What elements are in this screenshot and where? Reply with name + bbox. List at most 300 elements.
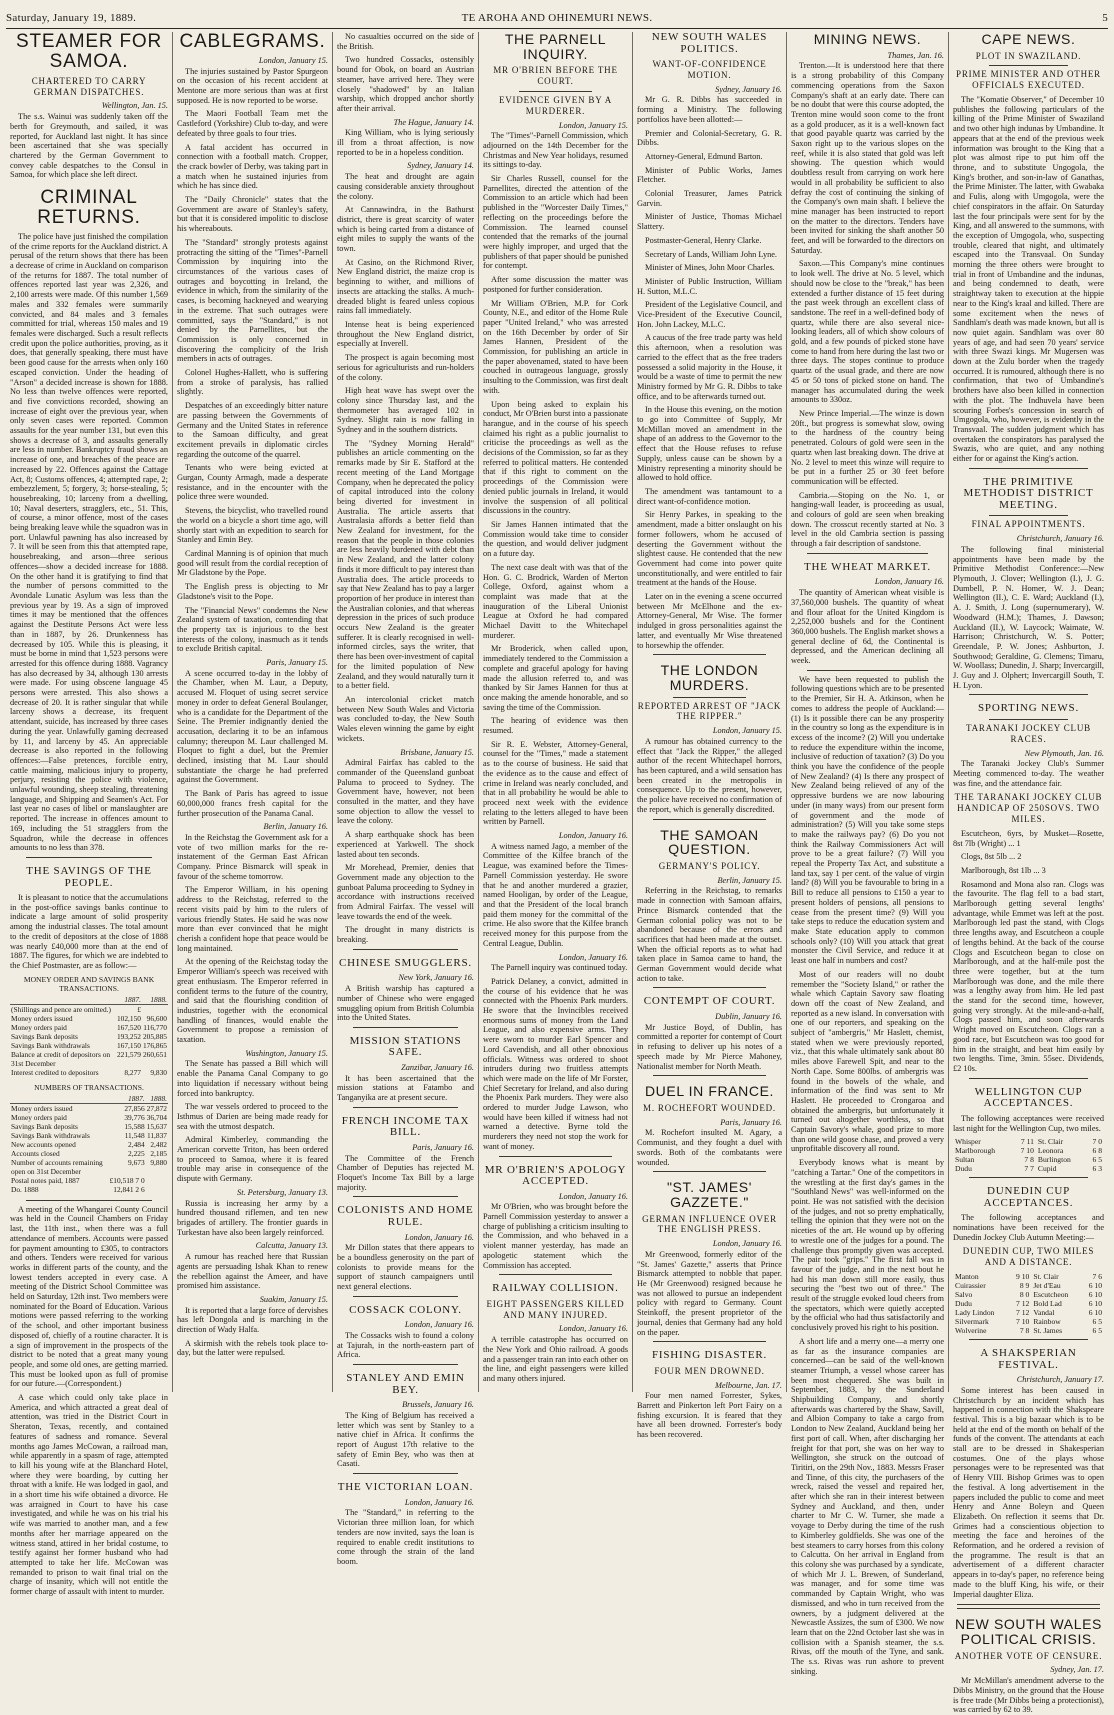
acceptance-row bbox=[953, 1326, 1104, 1335]
article-paragraph: Intense heat is being experienced throughout the New England district, especially at Inverell. bbox=[337, 319, 474, 349]
dateline: Brisbane, January 15 . bbox=[337, 748, 474, 758]
dateline: Brussels, January 16 . bbox=[337, 1400, 474, 1410]
article-paragraph: The following acceptances were received last night for the Wellington Cup, two miles. bbox=[953, 1113, 1104, 1133]
article-paragraph: A sharp earthquake shock has been experienced at Yarkwell. The shock lasted about ten seconds. bbox=[337, 830, 474, 859]
table-cell: New accounts opened bbox=[11, 1139, 76, 1149]
article-paragraph: The s.s. Wainui was suddenly taken off the berth for Greymouth, and sailed, it was reported, for Auckland last night. It has since been ascertained that she was specially chartered by the German Government to convey cable despatches to the Consul in Samoa, for which place she left direct. bbox=[10, 112, 168, 180]
page-number: 5 bbox=[1102, 12, 1108, 24]
divider-rule bbox=[653, 819, 766, 820]
article-paragraph: The drought in many districts is breaking. bbox=[337, 925, 474, 945]
table-cell: Savings Bank withdrawals bbox=[11, 1040, 90, 1050]
article-paragraph: The Parnell inquiry was continued today. bbox=[491, 963, 628, 973]
dateline: London, January 15 . bbox=[637, 726, 782, 736]
table-row bbox=[10, 1050, 168, 1068]
table-cell: Postal notes paid, 1887 bbox=[11, 1175, 80, 1185]
column-7 bbox=[948, 31, 1108, 1715]
weight-cell: 7 12 bbox=[1016, 1299, 1030, 1308]
article-paragraph: A case which could only take place in America, and which attracted a great deal of attention, was tried in the District Court in Sheraton, Texas, recently, and contained features of sadness and romance. Several months ago James McCowan, a railroad man, while apparently in a spasm of rage, attempted to kill his young wife at the Blanchard Hotel, where they were boarding, by cutting her throat with a knife. He was lodged in gaol, and in a short time his wife obtained a divorce. He was arraigned in Court to have his case investigated, and while he was on his trial his wife was married to another man, and a few months after her marriage appeared on the witness stand, attired in her bridal costume, to testify against her former husband who had attempted to take her life. McCowan was remanded to prison to wait final trial on the charge of insanity, which will not entitle the former charge of assault with intent to murder. bbox=[10, 1393, 168, 1597]
section-heading: CAPE NEWS. bbox=[981, 31, 1076, 47]
article-paragraph: Sir R. E. Webster, Attorney-General, counsel for the "Times," made a statement as to the course of business. He said that the evidence as to the cause and effect of crime in Ireland was nearly concluded, and that in all probability he would be able to proceed next week with the evidence relating to the letters alleged to have been written by Parnell. bbox=[483, 739, 628, 827]
table-cell: 9,673 bbox=[128, 1157, 145, 1167]
divider-rule bbox=[653, 1075, 766, 1076]
article-paragraph: The Senate has passed a Bill which will enable the Panama Canal Company to go into liquidation if necessary without being forced into bankruptcy. bbox=[177, 1059, 328, 1098]
dateline: London, January 16 . bbox=[483, 1192, 628, 1202]
article-paragraph: The Taranaki Jockey Club's Summer Meeting commenced to-day. The weather was fine, and the attendance fair. bbox=[953, 759, 1104, 788]
dateline: London, January 16 . bbox=[483, 953, 628, 963]
horse-name-cell: Cuirassier bbox=[955, 1281, 986, 1290]
table-row bbox=[10, 1041, 168, 1050]
article-paragraph: M. Rochefort insulted M. Agary, a Communist, and they fought a duel with swords. Both of the combatants were wounded. bbox=[637, 1128, 782, 1167]
article-paragraph: We have been requested to publish the following questions which are to be presented to the Premier, Sir H. A. Atkinson, when he comes to address the people of Auckland:—(1) Is it possible there can be any prosperity in the country so long as the expenditure is in excess of the income? (2) Will you undertake to reduce the expenditure within the income, inclusive of reduction of taxation? (3) Do you think you have the confidence of the people of New Zealand? (4) Is there any prospect of New Zealand being relieved of any of the oppressive burdens we are now labouring under (in many ways) from our present form of government and the mode of administration? (5) Will you take some steps to make the railways pay? (6) Do you not think the Railway Commissioners Act will prove to be a great failure? (7) Will you repeal the Property Tax Act, and substitute a land tax, say 1 per cent. of the value of virgin land? (8) Will you be favourable to bring in a Bill to reduce all pensions to £150 a year to present holders of pensions, all pensions to cease from the present time? (9) Will you take steps to reduce the education system and make State education apply to common schools only? (10) Will you attack that great monster the Civil Service, and reduce it at least one half in numbers and cost? bbox=[791, 674, 944, 966]
article-paragraph: Mr G. R. Dibbs has succeeded in forming a Ministry. The following portfolios have been allotted:— bbox=[637, 95, 782, 124]
horse-name-cell: St. Clair bbox=[1037, 1137, 1064, 1147]
divider-rule bbox=[807, 553, 928, 554]
table-header-cell bbox=[10, 1094, 109, 1104]
article-paragraph: Premier and Colonial-Secretary, G. R. Dibbs. bbox=[637, 128, 782, 148]
dateline: Berlin, January 16 . bbox=[177, 822, 328, 832]
column-5 bbox=[632, 31, 786, 1440]
article-paragraph: President of the Legislative Council, and Vice-President of the Executive Council, Hon. John Lackey, M.L.C. bbox=[637, 300, 782, 329]
article-paragraph: Minister of Public Instruction, William H. Sutton, M.L.C. bbox=[637, 276, 782, 296]
dateline: Christchurch, January 16 . bbox=[953, 534, 1104, 544]
statistics-table bbox=[10, 995, 168, 1077]
horse-name-cell: Manton bbox=[955, 1272, 979, 1281]
article-paragraph: Secretary of Lands, William John Lyne. bbox=[645, 249, 778, 259]
table-row bbox=[10, 1149, 168, 1158]
divider-rule bbox=[653, 987, 766, 988]
horse-name-cell: Rainbow bbox=[1033, 1317, 1061, 1326]
column-6 bbox=[786, 31, 948, 1676]
section-subheading: EIGHT PASSENGERS KILLED AND MANY INJURED. bbox=[486, 1298, 625, 1320]
section-heading: DUEL IN FRANCE. bbox=[644, 1083, 775, 1100]
table-cell: Accounts closed bbox=[11, 1148, 60, 1158]
article-paragraph: A skirmish with the rebels took place to-day, but the latter were repulsed. bbox=[177, 1338, 328, 1358]
table-row bbox=[10, 1185, 168, 1194]
table-title: NUMBERS OF TRANSACTIONS. bbox=[34, 1082, 144, 1092]
acceptance-row bbox=[953, 1317, 1104, 1326]
section-heading: DUNEDIN CUP ACCEPTANCES. bbox=[983, 1185, 1074, 1209]
dateline: London, January 16 . bbox=[337, 1498, 474, 1508]
horse-name-cell: Burlington bbox=[1037, 1155, 1071, 1165]
table-cell: 176,865 bbox=[142, 1040, 167, 1050]
acceptances-table bbox=[953, 1137, 1104, 1173]
article-paragraph: Sir James Hannen intimated that the Commission would take time to consider the question, and would deliver judgment on a future day. bbox=[483, 519, 628, 559]
table-row bbox=[10, 1103, 168, 1113]
table-cell: Interest credited to depositors bbox=[11, 1067, 99, 1077]
section-heading: THE WHEAT MARKET. bbox=[804, 560, 931, 573]
table-cell: 9,830 bbox=[150, 1067, 167, 1077]
article-paragraph: The war vessels ordered to proceed to the Isthmus of Darien are being made ready for sea with the utmost despatch. bbox=[177, 1102, 328, 1131]
weight-cell: 7 6 bbox=[1092, 1272, 1102, 1281]
dateline: Sydney, Jan. 17 . bbox=[953, 1665, 1104, 1675]
divider-rule bbox=[353, 1196, 458, 1197]
table-cell: 12,841 2 6 bbox=[113, 1184, 145, 1194]
divider-rule bbox=[969, 1177, 1088, 1178]
dateline: Paris, January 16 . bbox=[337, 1143, 474, 1153]
article-paragraph: A meeting of the Whangarei County Council was held in the Council Chambers on Friday last, the 11th inst., when there was a full attendance of members. Accounts were passed for payment amounting to £305, to contractors and others. Tenders were received for various works in different parts of the county, and the lowest tenders accepted in every case. A meeting of the District School Committee was held on Saturday, 12th inst. Two members were nominated for the Board of Education. Various motions were passed referring to the working of the school, and other important business disposed of, chiefly of a routine character. It is a sign of improvement in the prospects of the district to be noted that a great many young people, and some old ones, are getting married. This must be looked upon as full of promise for our future.—(Correspondent.) bbox=[10, 1204, 168, 1389]
dateline: London, January 16 . bbox=[337, 1320, 474, 1330]
article-paragraph: Everybody knows what is meant by "catching a Tartar." One of the competitors in the wrestling at the first day's games in the "Southland News" was well-informed on the point. He was not satisfied with the decision of the judges, and not so pretty emphatically, telling the opinion that they were not on the niceties of the art. He wound up by offering to wrestle one of the judges for a pound. The challenge thus promptly given was accepted. The pair took "grips." The first fall was in favour of the judge, and in the next bout he had his man down still more easily, thus securing the "best two out of three." The result of the struggle evoked loud cheers from the spectators, which were quietly accepted by the official who had thus satisfactorily and conclusively proved his right to his position. bbox=[791, 1158, 944, 1333]
article-paragraph: Minister of Justice, Thomas Michael Slattery. bbox=[637, 212, 782, 232]
section-heading: THE PRIMITIVE METHODIST DISTRICT MEETING. bbox=[963, 475, 1094, 511]
article-paragraph: Two hundred Cossacks, ostensibly bound for Obok, on board an Austrian steamer, have arrived here. They were closely "shadowed" by an Italian warship, which dropped anchor shortly after their arrival. bbox=[337, 55, 474, 113]
table-cell: 9,880 bbox=[150, 1157, 167, 1167]
article-paragraph: The Bank of Paris has agreed to issue 60,000,000 francs fresh capital for the further prosecution of the Panama Canal. bbox=[177, 789, 328, 818]
table-cell: Savings Bank deposits bbox=[11, 1031, 78, 1041]
column-3 bbox=[332, 32, 478, 1566]
article-paragraph: Some interest has been caused in Christchurch by an incident which has happened in connection with the Shakspeare festival. This is a big bazaar which is to be held at the end of the month on behalf of the funds of the convent. The attendants at each stall are to be dressed in Shakesperian costumes. One of the plays whose personages were to be represented was that of Henry VIII. Bishop Grimes was to open the festival. A long advertisement in the papers included the public to come and meet Henry and Anne Boleyn and Queen Elizabeth. On reflection it seems that Dr. Grimes had a conscientious objection to meeting the face and heroines of the Reformation, and he ordered a revision of the programme. The result is that an advertisement of a different character appears in to-day's paper, no reference being made to the bluff King, his wife, or their Imperial daughter Eliza. bbox=[953, 1385, 1104, 1599]
divider-rule bbox=[969, 468, 1088, 469]
table-cell: 11,548 bbox=[124, 1130, 145, 1140]
weight-cell: 7 11 bbox=[1020, 1137, 1034, 1147]
section-heading: THE VICTORIAN LOAN. bbox=[337, 1481, 474, 1494]
article-paragraph: The "Times"-Parnell Commission, which adjourned on the 14th December for the Christmas and New Year holidays, resumed its sittings to-day. bbox=[483, 131, 628, 170]
table-row bbox=[10, 1032, 168, 1041]
article-paragraph: Rosamond and Mona also ran. Clogs was the favourite. The flag fell to a bad start, Marlborough getting several lengths' advantage, while Emmet was left at the post. Marlborough led past the stand, with Clogs three lengths away, and Escutcheon a couple of lengths behind. At the back of the course Clogs and Escutcheon began to close on Marlborough, and at the half-mile post the three were together, but at the turn Marlborough was done, and the mile there was a lengthy away from him. He led past the stand for the second time, however, going very strongly. At the mile-and-a-half, Clogs passed him, and soon afterwards Wright moved on Escutcheon. Clogs ran a good race, but Escutcheon was too good for him in the straight, and beat him easily by two lengths. Time, 3min. 55sec. Dividends, £2 10s. bbox=[953, 879, 1104, 1073]
table-cell: 8,277 bbox=[124, 1067, 141, 1077]
article-paragraph: Minister of Mines, John Moor Charles. bbox=[645, 263, 775, 273]
article-paragraph: The quantity of American wheat visible is 37,560,000 bushels. The quantity of wheat and flour afloat for the United Kingdom is 2,252,000 bushels and for the Continent 360,000 bushels. The English market shows a general decline of 6d, the Continental is depressed, and the American declining all week. bbox=[791, 588, 944, 666]
article-paragraph: Most of our readers will no doubt remember the "Society Island," or rather the whale which Captain Savory saw floating down off the coast of New Zealand, and reported as a new island. In conversation with one of our reporters, and speaking on the subject of "ambergris," Mr Haslett, chemist, stated when we were previously reported, viz., that this whale ultimately sank about 80 miles above Farewell Spit, and near to the North Cape. Some 800lbs. of ambergris was found in the bowels of the whale, and information of the find was sent to Mr Haslett. He proceeded to Crongaroa and obtained the ambergris, but unfortunately it turned out altogether worthless, so that Captain Savory's whale, good prize to more than one wild goose chase, and proved a very unprofitable discovery all round. bbox=[791, 969, 944, 1154]
section-subheading: REPORTED ARREST OF "JACK THE RIPPER." bbox=[637, 700, 782, 722]
table-header-cell: 1887. bbox=[116, 995, 142, 1005]
dateline: London, January 15 . bbox=[177, 56, 328, 66]
section-subheading: FOUR MEN DROWNED. bbox=[654, 1365, 765, 1376]
article-paragraph: Later on in the evening a scene occurred between Mr McElhone and the ex-Attorney-General, Mr Wise. The former indulged in gross personalities against the latter, and eventually Mr Wise threatened to horsewhip the offender. bbox=[637, 592, 782, 650]
weight-cell: 6 10 bbox=[1088, 1299, 1102, 1308]
section-heading: WELLINGTON CUP ACCEPTANCES. bbox=[974, 1085, 1083, 1110]
table-cell: Money orders paid bbox=[11, 1112, 67, 1122]
table-cell: 2,484 bbox=[128, 1139, 145, 1149]
section-heading: CRIMINAL RETURNS. bbox=[37, 187, 141, 229]
horse-name-cell: Salvo bbox=[955, 1290, 973, 1299]
weight-cell: 7 0 bbox=[1092, 1137, 1102, 1147]
table-cell bbox=[142, 1004, 168, 1014]
weight-cell: 7 8 bbox=[1024, 1155, 1034, 1165]
acceptance-row bbox=[953, 1155, 1104, 1164]
divider-rule bbox=[969, 1339, 1088, 1340]
horse-name-cell: St. Clair bbox=[1033, 1272, 1059, 1281]
section-subheading: EVIDENCE GIVEN BY A MURDERER. bbox=[498, 94, 613, 116]
article-paragraph: A British warship has captured a number of Chinese who were engaged smuggling opium from British Columbia into the United States. bbox=[337, 984, 474, 1023]
table-row bbox=[10, 1014, 168, 1023]
horse-name-cell: Leonora bbox=[1037, 1146, 1064, 1156]
divider-rule bbox=[673, 697, 746, 698]
weight-cell: 6 10 bbox=[1088, 1308, 1102, 1317]
dateline: The Hague, January 14 . bbox=[337, 118, 474, 128]
article-paragraph: Minister of Public Works, James Fletcher. bbox=[637, 165, 782, 185]
masthead-date: Saturday, January 19, 1889. bbox=[6, 12, 137, 24]
article-paragraph: Mr Greenwood, formerly editor of the "St. James' Gazette," asserts that Prince Bismarck attempted to nobble that paper. He (Mr Greenwood) resigned because he was not allowed to pursue an independent policy with regard to Germany. Count Steinkoff, the present proprietor of the journal, denies that Germany had any hold on the paper. bbox=[637, 1249, 782, 1337]
dateline: Washington, January 15 . bbox=[177, 1049, 328, 1059]
article-paragraph: At Casino, on the Richmond River, New England district, the maize crop is beginning to wither, and millions of insects are attacking the stalks. A much-dreaded blight is feared unless copious rains fall immediately. bbox=[337, 257, 474, 316]
table-header-cell bbox=[10, 995, 116, 1005]
article-paragraph: Stevens, the bicyclist, who travelled round the world on a bicycle a short time ago, will shortly start with an expedition to search for Stanley and Emin Bey. bbox=[177, 506, 328, 545]
divider-rule bbox=[353, 1473, 458, 1474]
dateline: New Plymouth, Jan. 16 . bbox=[953, 749, 1104, 759]
table-cell: 11,837 bbox=[146, 1130, 167, 1140]
weight-cell: 6 10 bbox=[1088, 1290, 1102, 1299]
section-heading: CABLEGRAMS. bbox=[179, 31, 326, 52]
column-4 bbox=[478, 32, 632, 1392]
section-heading: "ST. JAMES' GAZZETE." bbox=[666, 1179, 753, 1210]
section-heading: MR O'BRIEN'S APOLOGY ACCEPTED. bbox=[484, 1163, 627, 1188]
table-cell: 193,252 bbox=[116, 1031, 141, 1041]
article-paragraph: Postmaster-General, Henry Clarke. bbox=[645, 235, 762, 245]
divider-rule bbox=[353, 1107, 458, 1108]
divider-rule bbox=[653, 1171, 766, 1172]
article-paragraph: The amendment was tantamount to a direct want-of-confidence motion. bbox=[637, 487, 782, 506]
horse-name-cell: Whisper bbox=[955, 1137, 981, 1147]
article-paragraph: An intercolonial cricket match between New South Wales and Victoria was concluded to-day, the New South Wales eleven winning the game by eight wickets. bbox=[337, 695, 474, 743]
horse-name-cell: St. James bbox=[1033, 1326, 1063, 1335]
column-2 bbox=[172, 32, 332, 1392]
article-paragraph: The Maori Football Team met the Castleford (Yorkshire) Club to-day, and were defeated by three goals to four tries. bbox=[177, 109, 328, 138]
article-paragraph: The next case dealt with was that of the Hon. G. C. Brodrick, Warden of Merton College, Oxford, against whom a complaint was made that at the inauguration of the Liberal Unionist League at Oxford he had compared Michael Davitt to the Whitechapel murderer. bbox=[483, 562, 628, 640]
section-heading: THE SAMOAN QUESTION. bbox=[660, 826, 759, 858]
horse-name-cell: Wolverine bbox=[955, 1326, 987, 1335]
weight-cell: 7 10 bbox=[1020, 1146, 1034, 1156]
dateline: Wellington, Jan. 15 . bbox=[10, 101, 168, 111]
table-cell: 167,520 bbox=[116, 1022, 141, 1032]
weight-cell: 6 3 bbox=[1092, 1164, 1102, 1174]
table-cell: 36,704 bbox=[146, 1112, 167, 1122]
table-cell: 102,150 bbox=[116, 1013, 141, 1023]
article-paragraph: Mr Justice Boyd, of Dublin, has committed a reporter for contempt of Court in refusing to deliver up his notes of a speech made by Mr Pierce Mahoney, Nationalist member for North Meath. bbox=[637, 1022, 782, 1071]
table-row bbox=[10, 1113, 168, 1122]
dateline: London, January 15 . bbox=[483, 121, 628, 131]
article-paragraph: Marlborough, 8st 1lb ... 3 bbox=[961, 865, 1046, 875]
divider-rule bbox=[807, 670, 928, 671]
dateline: Christchurch, January 17 . bbox=[953, 1375, 1104, 1385]
horse-name-cell: Lady Lindon bbox=[955, 1308, 995, 1317]
weight-cell: 8 9 bbox=[1019, 1281, 1030, 1290]
horse-name-cell: Jet d'Eau bbox=[1033, 1281, 1061, 1290]
section-subheading: PLOT IN SWAZILAND. bbox=[975, 50, 1082, 61]
dateline: Zanzibar, January 16 . bbox=[337, 1063, 474, 1073]
table-cell: £10,518 7 0 bbox=[109, 1175, 145, 1185]
table-cell: 15,637 bbox=[146, 1121, 167, 1131]
article-paragraph: A terrible catastrophe has occurred on the New York and Ohio railroad. A goods and a passenger train ran into each other on the line, and eight passengers were killed and many others injured. bbox=[483, 1335, 628, 1383]
table-row bbox=[10, 1176, 168, 1185]
article-paragraph: The English press is objecting to Mr Gladstone's visit to the Pope. bbox=[177, 582, 328, 601]
article-paragraph: Mr William O'Brien, M.P. for Cork County, N.E., and editor of the Home Rule paper "United Ireland," who was arrested on the 16th December by order of Sir James Hannen, President of the Commission, for publishing an article in the paper abovenamed, stated to have been couched in outrageous language, grossly insulting to the Commission, was first dealt with. bbox=[483, 298, 628, 395]
section-heading: COSSACK COLONY. bbox=[349, 1303, 462, 1316]
table-cell: 2,185 bbox=[150, 1148, 167, 1158]
article-paragraph: Mr Dillon states that there appears to be a boundless generosity on the part of colonists to provide means for the support of staunch campaigners until next general elections. bbox=[337, 1243, 474, 1292]
divider-rule bbox=[26, 857, 152, 858]
table-header-row bbox=[10, 1094, 168, 1104]
article-paragraph: Mr Broderick, when called upon, immediately tendered to the Commission a complete and graceful apology for having made the allusion referred to, and was thanked by Sir James Hannen for thus at once making the amende honorable, and so saving the time of the Commission. bbox=[483, 644, 628, 712]
acceptance-row bbox=[953, 1299, 1104, 1308]
section-subheading: DUNEDIN CUP, TWO MILES AND A DISTANCE. bbox=[962, 1246, 1095, 1268]
section-heading: CONTEMPT OF COURT. bbox=[643, 995, 776, 1008]
table-cell: Money orders paid bbox=[11, 1022, 67, 1032]
article-paragraph: Russia is increasing her army by a hundred thousand riflemen, and ten new brigades of artillery. The frontier guards in Turkestan have also been largely reinforced. bbox=[177, 1198, 328, 1237]
dateline: Suakim, January 15 . bbox=[177, 1295, 328, 1305]
dateline: London, January 16 . bbox=[337, 1233, 474, 1243]
weight-cell: 6 5 bbox=[1092, 1155, 1102, 1165]
horse-name-cell: Dudu bbox=[955, 1299, 972, 1308]
table-cell: 2,225 bbox=[128, 1148, 145, 1158]
article-paragraph: Saxon.—This Company's mine continues to look well. The drive at No. 5 level, which should now be close to the "break," has been extended a further distance of 15 feet during the past week through an excellent class of sandstone. The reef in a well-defined body of quartz, while there are also several nice-looking leaders, all of which show colours of gold, and a few pounds of picked stone have come to hand from here during the last two or three days. The stopes continue to produce quartz of the usual grade, and there are now 45 or 50 tons of picked stone on hand. The manager has accumulated during the week amounts to 330oz. bbox=[791, 259, 944, 405]
section-heading: MISSION STATIONS SAFE. bbox=[349, 1034, 462, 1059]
section-heading: THE SAVINGS OF THE PEOPLE. bbox=[26, 864, 152, 889]
article-paragraph: It has been ascertained that the mission stations at Fatambo and Tanganyika are at present secure. bbox=[337, 1073, 474, 1103]
article-paragraph: It is reported that a large force of dervishes has left Dongola and is marching in the direction of Wady Halfa. bbox=[177, 1305, 328, 1335]
table-cell: (Shillings and pence are omitted.) bbox=[11, 1004, 111, 1014]
horse-name-cell: Escutcheon bbox=[1033, 1290, 1069, 1299]
weight-cell: 6 5 bbox=[1092, 1317, 1102, 1326]
acceptance-row bbox=[953, 1164, 1104, 1173]
acceptances-table bbox=[953, 1272, 1104, 1335]
table-row bbox=[10, 1158, 168, 1176]
table-cell: 167,150 bbox=[116, 1040, 141, 1050]
dateline: St. Petersburg, January 13 . bbox=[177, 1188, 328, 1198]
table-cell bbox=[146, 1176, 168, 1185]
section-heading: MINING NEWS. bbox=[813, 31, 922, 47]
table-cell: 27,872 bbox=[146, 1103, 167, 1113]
horse-name-cell: Silvermark bbox=[955, 1317, 989, 1326]
article-paragraph: Admiral Kimberley, commanding the American corvette Triton, has been ordered to proceed to Samoa, where it is feared trouble may arise in consequence of the dispute with Germany. bbox=[177, 1135, 328, 1184]
acceptance-row bbox=[953, 1281, 1104, 1290]
divider-rule bbox=[519, 91, 592, 92]
section-subheading: ANOTHER VOTE OF CENSURE. bbox=[954, 1650, 1103, 1661]
article-paragraph: The following acceptances and nominations have been received for the Dunedin Jockey Club Autumn Meeting:— bbox=[953, 1213, 1104, 1242]
article-paragraph: The Cossacks wish to found a colony at Tajurah, in the north-eastern part of Africa. bbox=[337, 1331, 474, 1360]
section-heading: SPORTING NEWS. bbox=[978, 702, 1079, 715]
section-heading: A SHAKSPERIAN FESTIVAL. bbox=[980, 1347, 1077, 1371]
article-paragraph: The "Financial News" condemns the New Zealand system of taxation, contending that the property tax is injurious to the best interests of the colony, inasmuch as it tends to exclude British capital. bbox=[177, 605, 328, 654]
weight-cell: 6 8 bbox=[1092, 1146, 1102, 1156]
table-header-row bbox=[10, 995, 168, 1005]
article-paragraph: Attorney-General, Edmund Barton. bbox=[645, 151, 763, 161]
weight-cell: 7 12 bbox=[1016, 1308, 1030, 1317]
weight-cell: 9 10 bbox=[1016, 1272, 1030, 1281]
section-heading: RAILWAY COLLISION. bbox=[492, 1282, 619, 1295]
table-cell: 27,856 bbox=[124, 1103, 145, 1113]
section-heading: FRENCH INCOME TAX BILL. bbox=[341, 1114, 470, 1139]
divider-rule bbox=[653, 1341, 766, 1342]
dateline: Berlin, January 15 . bbox=[637, 876, 782, 886]
article-paragraph: A short life and a merry one—a merry one as far as the insurance companies are concerned—can be said of the well-known steamer Triumph, a vessel whose career has been most chequered. She was built in September, 1883, by the Sunderland Shipbuilding Company, and shortly afterwards was chartered by the Shaw, Savill, and Albion Company to take a cargo from London to New Zealand, Auckland being her first port of call. When, after discharging her freight for that port, she was on her way to Wellington, she struck on the outcoad of Tiritiri, on the 29th Nov., 1883. Messrs Fraser and Tinne, of this city, the purchasers of the wreck, raised the vessel and repaired her, after which she ran in their interest between Sydney and Auckland, and then, under charter to Mr C. W. Turner, she made a voyage to Derby during the time of the rush to Kimberley goldfields. She was one of the best steamers to carry horses from this colony to Calcutta. On her arrival in England from this colony she was purchased by a syndicate, of which Mr J. L. Brewen, of Sunderland, was manager, and for some time was commanded by Captain Wright, who was dismissed, and who in turn received from the owners, by a judgment delivered at the Newcastle Assizes, the sum of £300. We now learn that on the 22nd October last she was in collision with a Spanish steamer, the s.s. Rivas, off the mouth of the Tyne, and sank. The s.s. Rivas was run ashore to prevent sinking. bbox=[791, 1336, 944, 1676]
table-row bbox=[10, 1122, 168, 1131]
article-paragraph: The Emperor William, in his opening address to the Reichstag, referred to the recent visits paid by him to the rulers of various friendly States. He said he was now more than ever convinced that he might cherish a confident hope that peace would be long maintained. bbox=[177, 885, 328, 953]
article-paragraph: Colonel Hughes-Hallett, who is suffering from a stroke of paralysis, has rallied slightly. bbox=[177, 368, 328, 397]
acceptance-row bbox=[953, 1137, 1104, 1146]
article-paragraph: Referring in the Reichstag, to remarks made in connection with Samoan affairs, Prince Bismarck contended that the German colonial policy was not to be abandoned because of the errors and sacrifices that had been made at the outset. When the official reports as to what had taken place in Samoa came to hand, the German Government would decide what action to take. bbox=[637, 886, 782, 983]
section-subheading: GERMAN INFLUENCE OVER THE ENGLISH PRESS. bbox=[642, 1213, 777, 1235]
table-row bbox=[10, 1023, 168, 1032]
article-paragraph: Clogs, 8st 5lb ... 2 bbox=[961, 852, 1022, 862]
article-paragraph: High heat wave has swept over the colony since Thursday last, and the thermometer has averaged 102 in Sydney. Slight rain is now falling in Sydney and in the southern districts. bbox=[337, 386, 474, 435]
article-paragraph: Sir Charles Russell, counsel for the Parnellites, directed the attention of the Commission to an article which had been published in the "Worcester Daily Times," reflecting on the proceedings before the Commission. The learned counsel contended that the remarks of the journal were highly improper, and urged that the publishers of that paper should be punished for contempt. bbox=[483, 174, 628, 271]
table-header-cell: 1888. bbox=[142, 995, 168, 1005]
table-cell: 39,776 bbox=[124, 1112, 145, 1122]
table-cell: 96,600 bbox=[146, 1013, 167, 1023]
article-paragraph: Patrick Delaney, a convict, admitted in the course of his evidence that he was connected with the Phoenix Park murders. He swore that the Invincibles received enormous sums of money from the Land League, and also expensive arms. They were sworn to murder Earl Spencer and Lord Cavendish, and all other obnoxious officials. Witness was ordered to shoot intruders during two fruitless attempts which were made on the life of Mr Forster, Chief Secretary for Ireland, and also during the Phoenix Park murders. They were also ordered to murder Judge Lawson, who would have been killed if witness had not warned a detective. Byrne told the murderers they need not stop the work for want of money. bbox=[483, 976, 628, 1151]
article-paragraph: The hearing of evidence was then resumed. bbox=[483, 716, 628, 736]
article-paragraph: Cardinal Manning is of opinion that much good will result from the cordial reception of Mr Gladstone by the Pope. bbox=[177, 548, 328, 578]
article-paragraph: Colonial Treasurer, James Patrick Garvin. bbox=[637, 189, 782, 208]
table-header-cell: 1888. bbox=[146, 1094, 168, 1104]
dateline: Paris, January 15 . bbox=[177, 658, 328, 668]
article-paragraph: The following final ministerial appointments have been made by the Primitive Methodist Conference:—New Plymouth, J. Clover; Wellington (I.), J. G. Dumbell, P. N. Homer, W. J. Dean; Wellington (II.), C. E. Ward; Auckland (I.), A. J. Smith, J. Long (supernumerary), W. Woodward (H.M.); Thames, J. Dawson; Auckland (II.), W. Laycock; Waimate, W. Harrison; Christchurch, W. S. Potter; Greendale, P. W. Jones; Ashburton, J. Southwood; Geraldine, G. Clemens; Timaru, W. Woollass; Dunedin, J. Sharp; Invercargill, J. Guy and J. Olphert; Invercargill South, T. H. Lyon. bbox=[953, 544, 1104, 690]
article-paragraph: In the Reichstag the Government ask for a vote of two million marks for the re-instatement of the German East African Company. Prince Bismarck will speak in favour of the scheme tomorrow. bbox=[177, 832, 328, 881]
section-subheading: THE TARANAKI JOCKEY CLUB HANDICAP OF 250SOVS. TWO MILES. bbox=[954, 792, 1103, 825]
article-paragraph: Upon being asked to explain his conduct, Mr O'Brien burst into a passionate harangue, and in the course of his speech claimed his right as a public journalist to criticise the proceedings as well as the decisions of the Commission, so far as they referred to political matters. He contended that if this right to comment on the proceedings of the Commission were denied public journals in Ireland, it would involve the suspension of all political discussions in the country. bbox=[483, 399, 628, 516]
article-paragraph: The police have just finished the compilation of the crime reports for the Auckland district. A perusal of the return shows that there has been a decrease of crime in Auckland on comparison of the returns for 1887. The total number of offences reported last year was 2,326, and 2,100 arrests were made. Of this number 1,569 males and 332 females were summarily convicted, and 84 males and 3 females committed for trial, whereas 150 males and 19 females were discharged. Such a result reflects credit upon the police authorities, proving, as it does, that generally speaking, there must have been good cause for the arrests when only 160 escaped conviction. Under the heading of "Arson" a decided increase is shown for 1888. No less than twelve offences were reported, and five convictions recorded, showing an increase of eight over the previous year, when only seven cases were reported. Common assaults for the year number 131, but even this shows a decrease of 3, and assaults generally are less in number. Bankruptcy fraud shows an increase of one, and breaches of the peace are increased by 22. Offences against the Cattage Act, 8; Customs offences, 4; attempted rape, 2; embezzlement, 5; forgery, 3; horse-stealing, 5; housebreaking, 10; larceny from a dwelling, 10; Naval deserters, stragglers, etc., 51. This, of course, a minor offence, most of the cases being breaking leave while the squadron was in port. Unlawful pawning has also increased by 7. It will be seen from this that attempted rape, housebreaking, and arson—three serious offences—show a decided increase for 1888. On the other hand it is gratifying to find that the number of persons committed to the Avondale Lunatic Asylum was less than the previous year by 19. As a sign of improved times it may be mentioned that the offences against the Destitute Persons Act were less than in 1887, by 26. Drunkenness has decreased by 105. While this is pleasing, it must be borne in mind that 1,523 persons were arrested for this offence during 1888. Vagrancy has also decreased by 34, although 130 arrests were made. For using obscene language 45 persons were arrested. This also shows a decrease of 20. It is rather singular that while larceny shows a decrease, its frequent attendant, suicide, has increased by three cases during the year. Unlawfully gaming decreased by 11, and larceny by 45. An appreciable decrease is also reported in the following offences:—False pretences, forcible entry, cattle maiming, malicious injury to property, perjury, resisting the police with violence, unlawful wounding, sheep stealing, threatening language, and Shipping and Seamen's Act. For last year no cases of libel or manslaughter are reported. The increase in offences amount to 169, including the 51 stragglers from the Squadron, while the decrease in offences amounts to no less than 378. bbox=[10, 231, 168, 853]
dateline: Paris, January 16 . bbox=[637, 1118, 782, 1128]
dateline: Melbourne, Jan. 17 . bbox=[637, 1381, 782, 1391]
section-heading: THE LONDON MURDERS. bbox=[660, 662, 759, 693]
table-cell: Balance at credit of depositors on 31st December bbox=[11, 1049, 111, 1068]
dateline: London, January 16 . bbox=[637, 1239, 782, 1249]
acceptance-row bbox=[953, 1272, 1104, 1281]
section-subheading: M. ROCHEFORT WOUNDED. bbox=[643, 1102, 776, 1113]
article-paragraph: The "Standard," in referring to the Victorian three million loan, for which tenders are now invited, says the loan is required to enable credit institutions to come through the strain of the land boom. bbox=[337, 1508, 474, 1566]
divider-rule bbox=[989, 515, 1068, 516]
article-paragraph: A rumour has reached here that Russian agents are persuading Ishak Khan to renew the rebellion against the Ameer, and have promised him assistance. bbox=[177, 1252, 328, 1291]
table-cell: Savings Bank withdrawals bbox=[11, 1130, 90, 1140]
weight-cell: 8 0 bbox=[1019, 1290, 1030, 1299]
dateline: Calcutta, January 13 . bbox=[177, 1241, 328, 1251]
article-paragraph: A caucus of the free trade party was held this afternoon, when a resolution was carried to the effect that as the free traders possessed a solid majority in the House, it would be a waste of time to permit the new Ministry formed by Mr G. R. Dibbs to take office, and to be afterwards turned out. bbox=[637, 333, 782, 401]
horse-name-cell: Marlborough bbox=[955, 1146, 996, 1156]
article-paragraph: The King of Belgium has received a letter which was sent by Stanley to a native chief in Africa. It confirms the report of August 17th relative to the safety of Emin Bey, who was then at Casati. bbox=[337, 1410, 474, 1469]
table-cell: Number of accounts remaining open on 31st December bbox=[11, 1157, 103, 1176]
article-paragraph: The "Sydney Morning Herald" publishes an article commenting on the remarks made by Sir E. Stafford at the recent meeting of the Land Mortgage Company, when he deprecated the policy of capital introduced into the colony being diverted for investment in Australia. The article asserts that Australasia affords a better field than New Zealand for investment, for the reason that the people in those colonies are less heavily burdened with debt than in New Zealand, and the latter colony finds it more difficult to pay interest than Australia does. The article proceeds to say that New Zealand has to pay a larger proportion of her produce in interest than the Australian colonies, and that whereas depression in the prices of such produce occurs New Zealand is the greater sufferer. It is clearly recognised in well-informed circles, says the writer, that there has been over-investment of capital for the limited population of New Zealand, and they would naturally turn it to a better field. bbox=[337, 438, 474, 691]
section-heading: FISHING DISASTER. bbox=[651, 1349, 768, 1362]
section-subheading: TARANAKI JOCKEY CLUB RACES. bbox=[966, 723, 1091, 744]
section-subheading: PRIME MINISTER AND OTHER OFFICIALS EXECUTED. bbox=[956, 69, 1101, 91]
section-heading: STEAMER FOR SAMOA. bbox=[15, 31, 163, 72]
article-paragraph: Admiral Fairfax has cabled to the commander of the Queensland gunboat Paluma to proceed to Sydney. The Government have, however, not been consulted in the matter, and they have some objection to allow the vessel to leave the colony. bbox=[337, 758, 474, 826]
divider-rule bbox=[653, 654, 766, 655]
article-paragraph: No casualties occurred on the side of the British. bbox=[337, 32, 474, 51]
section-subheading: GERMANY'S POLICY. bbox=[658, 860, 761, 871]
article-paragraph: A witness named Jago, a member of the Committee of the Kilfee branch of the League, was examined before the Times-Parnell Commission yesterday. He swore that he and another murdered a grazier, named Hooligan, by order of the League, and that the President of the local branch paid them money for the committal of the crime. He also swore that the Kilfee branch received money for this purpose from the Central League, Dublin. bbox=[483, 841, 628, 948]
column-1 bbox=[6, 31, 172, 1597]
masthead-title: TE AROHA AND OHINEMURI NEWS. bbox=[461, 12, 653, 24]
divider-rule bbox=[353, 1027, 458, 1028]
table-cell: Money orders issued bbox=[11, 1013, 73, 1023]
dateline: New York, January 16 . bbox=[337, 973, 474, 983]
article-paragraph: The Committee of the French Chamber of Deputies has rejected M. Floquet's Income Tax Bill by a large majority. bbox=[337, 1153, 474, 1192]
article-paragraph: In the House this evening, on the motion to go into Committee of Supply, Mr McMillan moved an amendment in the shape of an address to the Governor to the effect that the House refuses to refuse Supply, unless cause can be shown by a Ministry representing a minority should be allowed to hold office. bbox=[637, 405, 782, 483]
article-paragraph: A rumour has obtained currency to the effect that "Jack the Ripper," the alleged author of the recent Whitechapel horrors, has been captured, and a wild sensation has been created in the metropolis in consequence. Up to the present, however, the police have received no confirmation of the report, which is generally discredited. bbox=[637, 736, 782, 814]
divider-rule bbox=[989, 65, 1068, 66]
acceptance-row bbox=[953, 1290, 1104, 1299]
article-paragraph: A scene occurred to-day in the lobby of the Chamber, when M. Laur, a Deputy, accused M. Floquet of using secret service money in order to defeat General Boulanger, who is a candidate for the Department of the Seine. The Premier indignantly denied the accusation, declaring it to be an infamous calumny; thereupon M. Laur challenged M. Floquet to fight a duel, but the Premier declined, insisting that M. Laur should substantiate the charge he had preferred against the Government. bbox=[177, 668, 328, 785]
table-row bbox=[10, 1004, 168, 1014]
article-paragraph: Tenants who were being evicted at Gurgan, County Armagh, made a desperate resistance, and in the encounter with the police three were wounded. bbox=[177, 463, 328, 502]
article-paragraph: A fatal accident has occurred in connection with a football match. Cropper, the crack bowler of Derby, was taking part in a match when he sustained injuries from which he has since died. bbox=[177, 142, 328, 191]
article-paragraph: The prospect is again becoming most serious for agriculturists and run-holders of the colony. bbox=[337, 353, 474, 382]
weight-cell: 6 10 bbox=[1088, 1281, 1102, 1290]
article-paragraph: At the opening of the Reichstag today the Emperor William's speech was received with great enthusiasm. The Emperor referred in confident terms to the future of the country, and said that the flourishing condition of industries, together with the economical handling of finances, would enable the Government to propose a remission of taxation. bbox=[177, 957, 328, 1045]
dateline: London, January 16 . bbox=[483, 1324, 628, 1334]
section-heading: COLONISTS AND HOME RULE. bbox=[337, 1204, 474, 1228]
horse-name-cell: Cupid bbox=[1037, 1164, 1057, 1174]
horse-name-cell: Vandal bbox=[1033, 1308, 1055, 1317]
divider-rule bbox=[989, 719, 1068, 720]
article-paragraph: After some discussion the matter was postponed for further consideration. bbox=[483, 275, 628, 294]
dateline: Sydney, January 14 . bbox=[337, 161, 474, 171]
table-cell: Money orders issued bbox=[11, 1103, 73, 1113]
weight-cell: 6 5 bbox=[1092, 1326, 1102, 1335]
horse-name-cell: Bold Lad bbox=[1033, 1299, 1062, 1308]
